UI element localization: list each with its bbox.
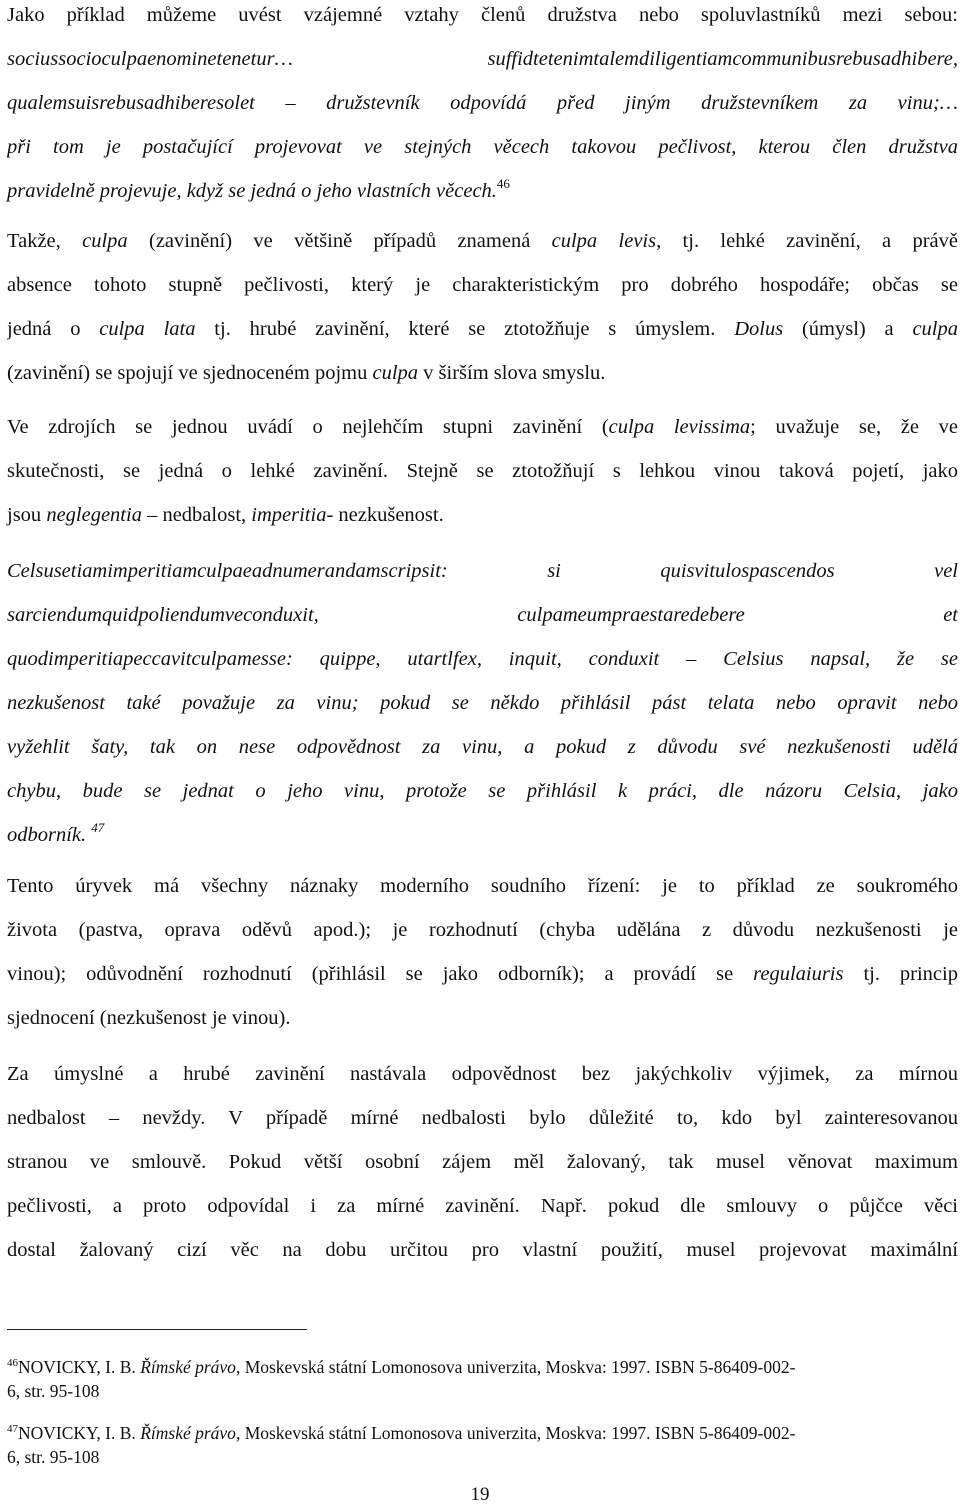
footnote-47-line-1 [7,1421,958,1445]
footnote-title: Římské právo [140,1423,236,1443]
paragraph-4-line-1: Celsusetiamimperitiamculpaeadnumerandamscripsit: si quisvitulospascendos vel [7,560,958,582]
paragraph-5-line-2: života (pastva, oprava oděvů apod.); je rozhodnutí (chyba udělána z důvodu nezkušenosti je [7,919,958,941]
text-run: ; uvažuje se, že ve [750,416,958,438]
paragraph-4-line-6: chybu, bude se jednat o jeho vinu, protože se přihlásil k práci, dle názoru Celsia, jako [7,780,958,802]
paragraph-4 [7,549,958,857]
footnote-title: Římské právo [140,1357,236,1377]
latin-term: culpa [912,318,958,340]
paragraph-3-line-2: skutečnosti, se jedná o lehké zavinění. Stejně se ztotožňují s lehkou vinou taková pojetí, jako [7,460,958,482]
footnote-47-line-2: 6, str. 95-108 [7,1447,100,1467]
text-run: , tj. lehké zavinění, a právě [656,230,958,252]
latin-term: Dolus [734,318,784,340]
text-run: (úmysl) a [783,318,913,340]
paragraph-4-line-3: quodimperitiapeccavitculpamesse: quippe, utartlfex, inquit, conduxit – Celsius napsal, že se [7,648,958,670]
latin-term: culpa [82,230,128,252]
footnote-ref-47[interactable]: 47 [91,820,105,835]
paragraph-6-line-2: nedbalost – nevždy. V případě mírné nedbalosti bylo důležité to, kdo byl zainteresovanou [7,1107,958,1129]
text-run: Ve zdrojích se jednou uvádí o nejlehčím stupni zavinění ( [7,416,609,438]
paragraph-2-line-2: absence tohoto stupně pečlivosti, který je charakteristickým pro dobrého hospodáře; občas se [7,274,958,296]
paragraph-5-line-1: Tento úryvek má všechny náznaky moderního soudního řízení: je to příklad ze soukromého [7,875,958,897]
paragraph-5-line-3 [7,952,958,996]
text-run: jsou [7,504,47,526]
text-run: vinou); odůvodnění rozhodnutí (přihlásil se jako odborník); a provádí se [7,963,754,985]
paragraph-4-line-2: sarciendumquidpoliendumveconduxit, culpameumpraestaredebere et [7,604,958,626]
footnote-separator [7,1329,307,1330]
text-run: tj. princip [843,963,958,985]
paragraph-4-line-5: vyžehlit šaty, tak on nese odpovědnost za vinu, a pokud z důvodu své nezkušenosti udělá [7,736,958,758]
paragraph-2-line-4 [7,351,958,395]
latin-term: neglegentia [46,504,142,526]
paragraph-1-line-5 [7,169,958,213]
paragraph-6-line-4: pečlivosti, a proto odpovídal i za mírné zavinění. Např. pokud dle smlouvy o půjčce věci [7,1195,958,1217]
footnote-46 [7,1355,958,1403]
paragraph-4-line-7 [7,813,958,857]
paragraph-4-line-7-text: odborník. [7,824,87,846]
paragraph-1-line-1: Jako příklad můžeme uvést vzájemné vztahy členů družstva nebo spoluvlastníků mezi sebou: [7,4,958,26]
text-run: - nezkušenost. [326,504,444,526]
paragraph-1-line-4: při tom je postačující projevovat ve stejných věcech takovou pečlivost, kterou člen družstva [7,136,958,158]
footnote-number: 46 [7,1357,18,1369]
latin-term: culpa levis [551,230,657,252]
paragraph-2 [7,219,958,395]
page-number: 19 [470,1484,490,1505]
latin-term: imperitia [251,504,327,526]
footnote-46-line-2: 6, str. 95-108 [7,1381,100,1401]
paragraph-3-line-3 [7,493,958,537]
footnote-publication: , Moskevská státní Lomonosova univerzita, Moskva: 1997. ISBN 5-86409-002- [235,1357,796,1377]
latin-term: culpa levissima [608,416,751,438]
text-run: (zavinění) se spojují ve sjednoceném pojmu [7,362,373,384]
paragraph-6-line-5: dostal žalovaný cizí věc na dobu určitou pro vlastní použití, musel projevovat maximální [7,1239,958,1261]
paragraph-6-line-1: Za úmyslné a hrubé zavinění nastávala odpovědnost bez jakýchkoliv výjimek, za mírnou [7,1063,958,1085]
latin-term: culpa [372,362,419,384]
footnote-47 [7,1421,958,1469]
latin-term: regulaiuris [753,963,844,985]
paragraph-2-line-3 [7,307,958,351]
paragraph-1-line-5-text: pravidelně projevuje, když se jedná o jeho vlastních věcech. [7,180,497,202]
paragraph-4-line-4: nezkušenost také považuje za vinu; pokud se někdo přihlásil pást telata nebo opravit nebo [7,692,958,714]
text-run: jedná o [7,318,100,340]
footnote-publication: , Moskevská státní Lomonosova univerzita, Moskva: 1997. ISBN 5-86409-002- [235,1423,796,1443]
paragraph-5 [7,864,958,1040]
paragraph-2-line-1 [7,219,958,263]
paragraph-6 [7,1052,958,1272]
footnote-ref-46[interactable]: 46 [496,176,510,191]
paragraph-3-line-1 [7,405,958,449]
footnote-number: 47 [7,1423,18,1435]
footnote-author: NOVICKY, I. B. [18,1423,141,1443]
footnote-46-line-1 [7,1355,958,1379]
text-run: v širším slova smyslu. [418,362,606,384]
paragraph-3 [7,405,958,537]
text-run: (zavinění) ve většině případů znamená [127,230,552,252]
text-run: Takže, [7,230,83,252]
footnote-author: NOVICKY, I. B. [18,1357,141,1377]
paragraph-6-line-3: stranou ve smlouvě. Pokud větší osobní zájem měl žalovaný, tak musel věnovat maximum [7,1151,958,1173]
latin-term: culpa lata [99,318,196,340]
text-run: – nedbalost, [141,504,252,526]
paragraph-5-line-4: sjednocení (nezkušenost je vinou). [7,1007,291,1029]
paragraph-1 [7,0,958,213]
paragraph-1-line-3: qualemsuisrebusadhiberesolet – družstevník odpovídá před jiným družstevníkem za vinu;… [7,92,958,114]
text-run: tj. hrubé zavinění, které se ztotožňuje s úmyslem. [195,318,735,340]
paragraph-1-line-2: sociussocioculpaenominetenetur… suffidtetenimtalemdiligentiamcommunibusrebusadhibere, [7,48,958,70]
